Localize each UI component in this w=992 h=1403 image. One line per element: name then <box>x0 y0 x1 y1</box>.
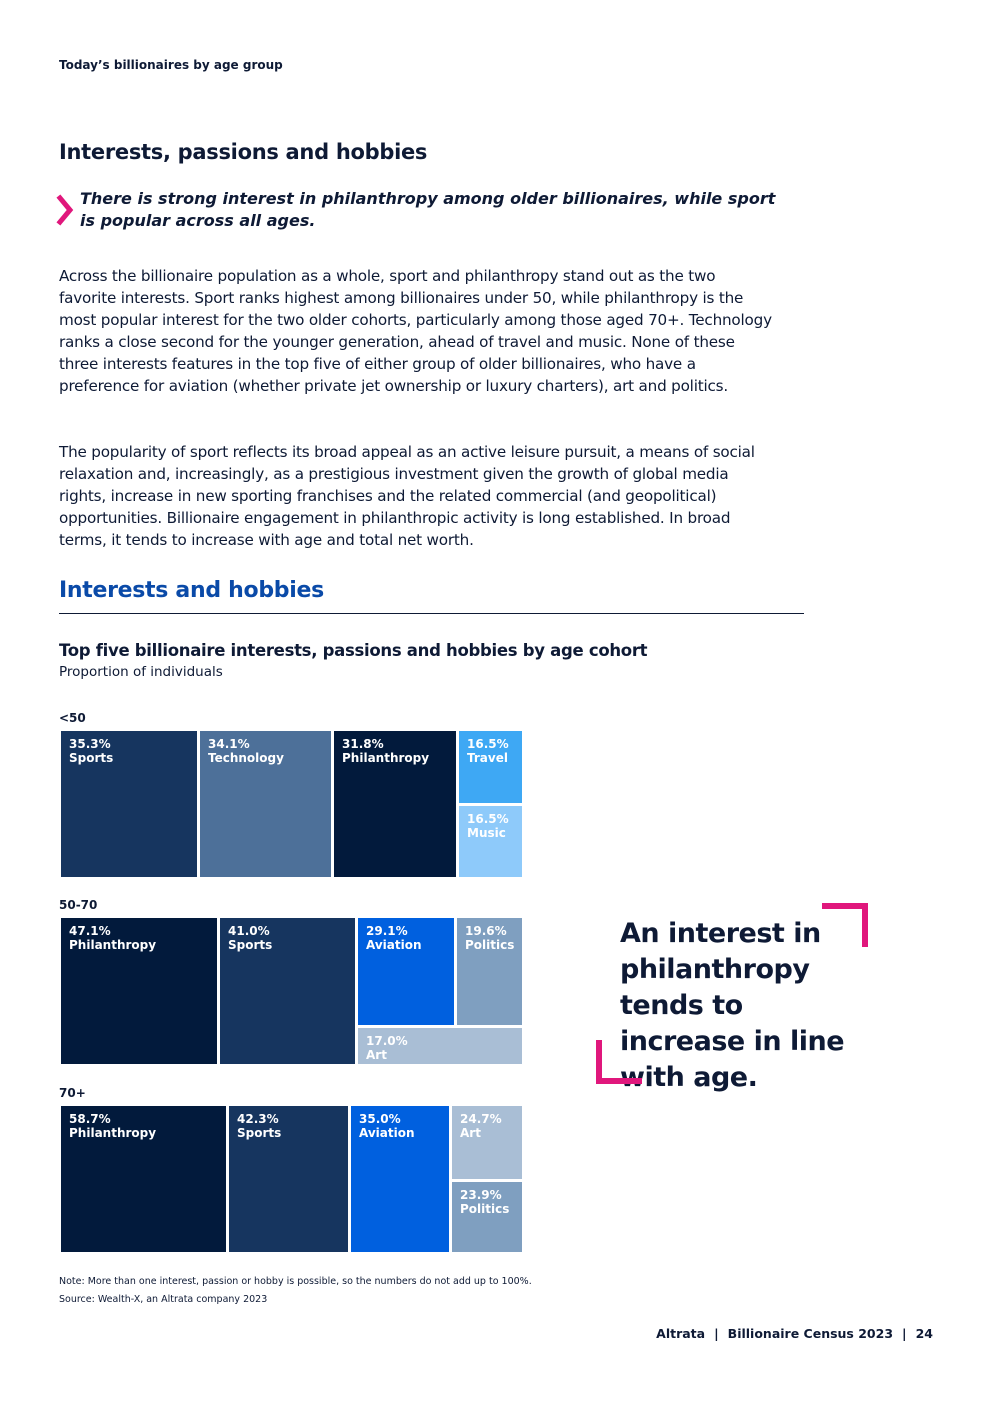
tile-value-label: 16.5% <box>467 812 509 826</box>
chart-title: Top five billionaire interests, passions and hobbies by age cohort <box>59 641 648 660</box>
page-title: Interests, passions and hobbies <box>59 140 428 164</box>
treemap-tile <box>358 918 454 1025</box>
treemap-tile <box>452 1106 522 1179</box>
treemap-tile <box>457 918 522 1025</box>
tile-name-label: Philanthropy <box>69 1126 157 1140</box>
tile-value-label: 42.3% <box>237 1112 279 1126</box>
tile-name-label: Philanthropy <box>342 751 430 765</box>
footer: Altrata | Billionaire Census 2023 | 24 <box>656 1326 933 1341</box>
treemap-tile <box>61 731 197 877</box>
section-divider <box>59 613 804 614</box>
treemap-tile <box>61 918 217 1064</box>
tile-value-label: 19.6% <box>465 924 507 938</box>
tile-name-label: Politics <box>460 1202 510 1216</box>
treemap-tile <box>452 1182 522 1252</box>
tile-name-label: Travel <box>467 751 508 765</box>
tile-value-label: 31.8% <box>342 737 384 751</box>
treemap-tile <box>200 731 331 877</box>
chart-subtitle: Proportion of individuals <box>59 664 223 680</box>
body-paragraph-2: The popularity of sport reflects its broad appeal as an active leisure pursuit, a means of social relaxation and, increasingly, as a prestigious investment given the growth of global media rights, increase in new sporting franchises and the related commercial (and geopolitical) opportunities. Billionaire engagement in philanthropic activity is long established. In broad terms, it tends to increase with age and total net worth. <box>59 443 755 549</box>
tile-name-label: Aviation <box>366 938 422 952</box>
section-label: Today’s billionaires by age group <box>59 58 283 72</box>
section-title: Interests and hobbies <box>59 578 324 603</box>
cohort-label: 70+ <box>59 1086 86 1100</box>
tile-value-label: 16.5% <box>467 737 509 751</box>
tile-name-label: Politics <box>465 938 515 952</box>
tile-name-label: Aviation <box>359 1126 415 1140</box>
treemap-tile <box>220 918 355 1064</box>
tile-value-label: 35.3% <box>69 737 111 751</box>
tile-value-label: 41.0% <box>228 924 270 938</box>
treemap-tile <box>61 1106 226 1252</box>
treemap-tile <box>334 731 456 877</box>
tile-name-label: Art <box>366 1048 387 1062</box>
footer-page-number: 24 <box>915 1326 933 1341</box>
footer-publication: Billionaire Census 2023 <box>727 1326 894 1341</box>
tile-value-label: 23.9% <box>460 1188 502 1202</box>
tile-value-label: 35.0% <box>359 1112 401 1126</box>
tile-value-label: 47.1% <box>69 924 111 938</box>
treemap-tile <box>459 731 522 803</box>
body-paragraph-1: Across the billionaire population as a whole, sport and philanthropy stand out as the two favorite interests. Sport ranks highest among billionaires under 50, while philanthropy is the most popular interest for the two older cohorts, particularly among those aged 70+. Technology ranks a close second for the younger generation, ahead of travel and music. None of these three interests features in the top five of either group of older billionaires, who have a preference for aviation (whether private jet ownership or luxury charters), art and politics. <box>59 267 772 395</box>
tile-value-label: 24.7% <box>460 1112 502 1126</box>
tile-name-label: Sports <box>69 751 114 765</box>
cohort-label: 50-70 <box>59 898 98 912</box>
chevron-right-icon <box>55 192 77 228</box>
pull-quote: There is strong interest in philanthropy among older billionaires, while sport is popular across all ages. <box>80 189 776 230</box>
tile-name-label: Philanthropy <box>69 938 157 952</box>
treemap-tile <box>459 806 522 877</box>
tile-name-label: Art <box>460 1126 481 1140</box>
tile-value-label: 29.1% <box>366 924 408 938</box>
tile-value-label: 58.7% <box>69 1112 111 1126</box>
treemap-tile <box>351 1106 449 1252</box>
tile-name-label: Sports <box>228 938 273 952</box>
chart-note: Note: More than one interest, passion or hobby is possible, so the numbers do not add up to 100%. <box>59 1276 532 1287</box>
tile-name-label: Sports <box>237 1126 282 1140</box>
treemap-tile <box>229 1106 348 1252</box>
cohort-label: <50 <box>59 711 86 725</box>
treemap-tile <box>358 1028 522 1064</box>
tile-value-label: 34.1% <box>208 737 250 751</box>
chart-source: Source: Wealth-X, an Altrata company 2023 <box>59 1294 268 1305</box>
footer-brand: Altrata <box>656 1326 706 1341</box>
callout-text: An interest in philanthropy tends to increase in line with age. <box>620 918 845 1093</box>
bracket-bottom-left <box>596 1040 642 1084</box>
tile-name-label: Music <box>467 826 506 840</box>
tile-value-label: 17.0% <box>366 1034 408 1048</box>
tile-name-label: Technology <box>208 751 284 765</box>
